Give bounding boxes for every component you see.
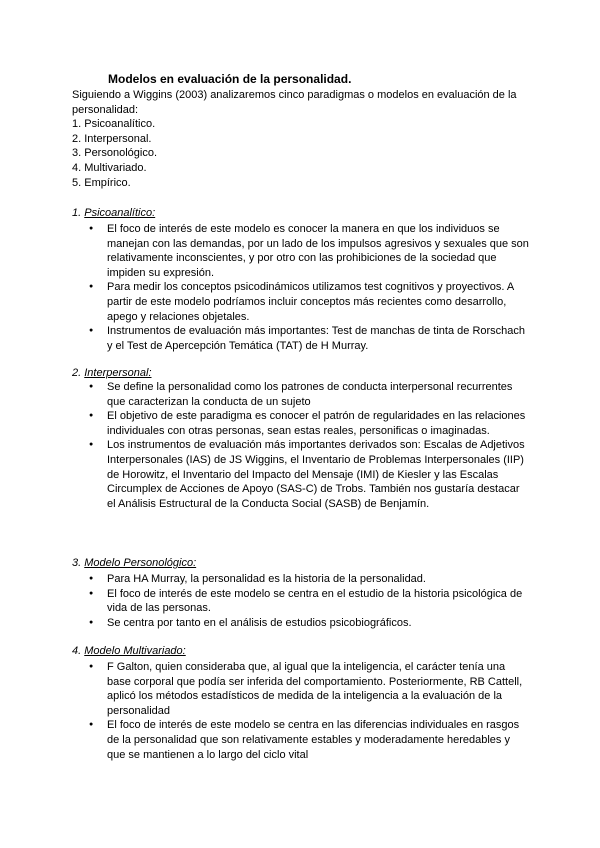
- section-number: 2.: [72, 367, 85, 379]
- intro-paragraph: Siguiendo a Wiggins (2003) analizaremos cinco paradigmas o modelos en evaluación de la personalidad:: [72, 89, 517, 116]
- section-name: Psicoanalítico:: [84, 207, 156, 219]
- bullet-item: ● F Galton, quien consideraba que, al igual que la inteligencia, el carácter tenía una base corporal que podía ser inferida del comportamiento. Posteriormente, RB Cattell, aplicó los métodos estadísticos de medida de la inteligencia a la evaluación de la personalidad: [72, 660, 530, 718]
- model-item: 3. Personológico.: [72, 147, 157, 160]
- bullet-item: ● Instrumentos de evaluación más importantes: Test de manchas de tinta de Rorschach y el Test de Apercepción Temática (TAT) de H Murray.: [72, 324, 530, 353]
- model-item: 4. Multivariado.: [72, 161, 147, 174]
- bullet-item: ● El foco de interés de este modelo se centra en las diferencias individuales en rasgos de la personalidad que son relativamente estables y moderadamente heredables y que se mantienen a lo largo del ciclo vital: [72, 718, 530, 762]
- bullet-item: ● Se centra por tanto en el análisis de estudios psicobiográficos.: [72, 616, 530, 631]
- section-heading-psicoanalitico: [72, 206, 155, 221]
- section-name: Interpersonal:: [84, 367, 152, 379]
- section-heading-personologico: [72, 556, 196, 571]
- model-item: 1. Psicoanalítico.: [72, 118, 156, 131]
- section-bullets-psicoanalitico: [72, 222, 530, 353]
- bullet-item: ● Para HA Murray, la personalidad es la historia de la personalidad.: [72, 572, 530, 587]
- section-heading-interpersonal: [72, 366, 152, 381]
- model-item: 5. Empírico.: [72, 176, 131, 189]
- section-name: Modelo Personológico:: [84, 557, 197, 569]
- bullet-item: ● El foco de interés de este modelo se centra en el estudio de la historia psicológica de vida de las personas.: [72, 587, 530, 616]
- section-bullets-multivariado: [72, 660, 530, 762]
- bullet-item: ● El objetivo de este paradigma es conocer el patrón de regularidades en las relaciones individuales con otras personas, sean estas reales, personificas o imaginadas.: [72, 409, 530, 438]
- bullet-item: ● Para medir los conceptos psicodinámicos utilizamos test cognitivos y proyectivos. A partir de este modelo podríamos incluir conceptos más recientes como desarrollo, apego y relaciones objetales.: [72, 280, 530, 324]
- section-number: 1.: [72, 207, 85, 219]
- section-bullets-interpersonal: [72, 380, 530, 511]
- section-name: Modelo Multivariado:: [84, 645, 186, 657]
- section-heading-multivariado: [72, 644, 186, 659]
- model-item: 2. Interpersonal.: [72, 132, 152, 145]
- bullet-item: ● Se define la personalidad como los patrones de conducta interpersonal recurrentes que caracterizan la conducta de un sujeto: [72, 380, 530, 409]
- document-title: Modelos en evaluación de la personalidad.: [108, 72, 352, 86]
- bullet-item: ● Los instrumentos de evaluación más importantes derivados son: Escalas de Adjetivos Interpersonales (IAS) de JS Wiggins, el Inventario de Problemas Interpersonales (IIP) de Horowitz, el Inventario del Impacto del Mensaje (IMI) de Kiesler y las Escalas Circumplex de Acciones de Apoyo (SAS-C) de Trobs. También nos gustaría destacar el Análisis Estructural de la Conducta Social (SASB) de Benjamín.: [72, 438, 530, 511]
- bullet-item: ● El foco de interés de este modelo es conocer la manera en que los individuos se manejan con las demandas, por un lado de los impulsos agresivos y sexuales que son relativamente inconscientes, y por otro con las prohibiciones de la sociedad que impiden su expresión.: [72, 222, 530, 280]
- models-list: [72, 117, 532, 190]
- section-bullets-personologico: [72, 572, 530, 630]
- intro-block: [72, 88, 532, 190]
- section-number: 4.: [72, 645, 85, 657]
- section-number: 3.: [72, 557, 85, 569]
